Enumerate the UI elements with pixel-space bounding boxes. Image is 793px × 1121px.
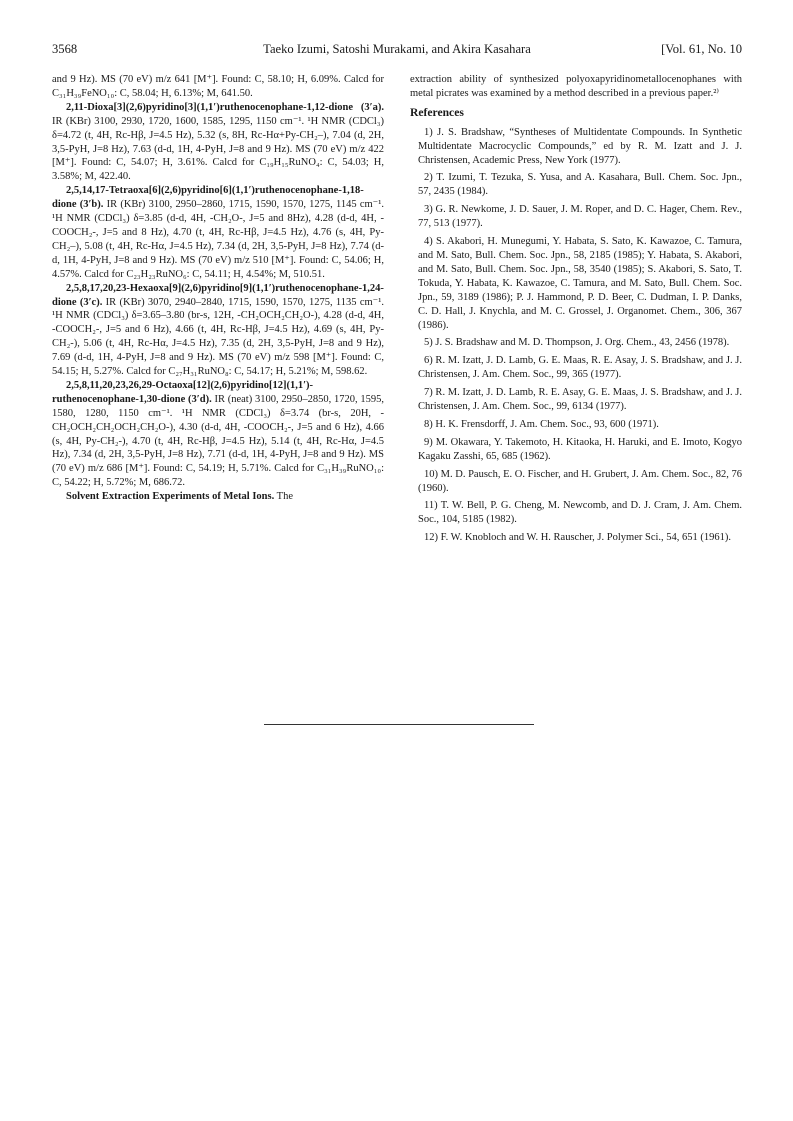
reference-item: 6) R. M. Izatt, J. D. Lamb, G. E. Maas, R. E. Asay, J. S. Bradshaw, and J. J. Christensen, J. Am. Chem. Soc., 99, 365 (1977). (418, 355, 742, 381)
reference-item: 3) G. R. Newkome, J. D. Sauer, J. M. Roper, and D. C. Hager, Chem. Rev., 77, 513 (1977). (418, 204, 742, 230)
reference-item: 2) T. Izumi, T. Tezuka, S. Yusa, and A. Kasahara, Bull. Chem. Soc. Jpn., 57, 2435 (1984). (418, 172, 742, 198)
compound-data: IR (KBr) 3070, 2940–2840, 1715, 1590, 1570, 1275, 1135 cm⁻¹. ¹H NMR (CDCl₃) δ=3.65–3.80 (br-s, 12H, -CH₂OCH₂CH₂O-), 4.28 (d-d, 4H, -COOCH₂-, J=5 and 6 Hz), 4.66 (t, 4H, Rc-Hβ, J=4.5 Hz), 4.69 (s, 4H, Py-CH₂-), 5.06 (t, 4H, Rc-Hα, J=4.5 Hz), 7.35 (d, 2H, 3,5-PyH, J=8 and 9 Hz), 7.69 (d-d, 1H, 4-PyH, J=8 and 9 Hz). MS (70 eV) m/z 598 [M⁺]. Found: C, 54.15; H, 5.27%. Calcd for C₂₇H₃₁RuNO₈: C, 54.17; H, 5.21%; M, 598.62. (52, 296, 384, 378)
reference-item: 5) J. S. Bradshaw and M. D. Thompson, J. Org. Chem., 43, 2456 (1978). (424, 337, 730, 349)
compound-data: IR (neat) 3100, 2950–2850, 1720, 1595, 1580, 1280, 1150 cm⁻¹. ¹H NMR (CDCl₃) δ=3.74 (br-s, 20H, -CH₂OCH₂CH₂OCH₂CH₂O-), 4.30 (d-d, 4H, -COOCH₂-, J=5 and 6 Hz), 4.66 (s, 4H, Py-CH₂-), 4.70 (t, 4H, Rc-Hβ, J=4.5 Hz), 5.14 (t, 4H, Rc-Hα, J=4.5 Hz), 7.34 (d, 2H, 3,5-PyH, J=8 Hz), 7.71 (d-d, 1H, 4-PyH, J=8 and 9 Hz). MS (70 eV) m/z 686 [M⁺]. Found: C, 54.19; H, 5.71%. Calcd for C₃₁H₃₉RuNO₁₀: C, 54.22; H, 5.72%; M, 686.72. (52, 393, 384, 489)
running-header (52, 42, 742, 60)
compound-title: 2,11-Dioxa[3](2,6)pyridino[3](1,1′)ruthenocenophane-1,12-dione (3′a). (66, 101, 384, 113)
compound-data: IR (KBr) 3100, 2950–2860, 1715, 1590, 1570, 1275, 1145 cm⁻¹. ¹H NMR (CDCl₃) δ=3.85 (d-d, 4H, -CH₂O-, J=5 and 8Hz), 4.28 (d-d, 4H, -COOCH₂-, J=5 and 8 Hz), 4.70 (t, 4H, Rc-Hβ, J=4.5 Hz), 4.76 (s, 4H, Py-CH₂–), 5.08 (t, 4H, Rc-Hα, J=4.5 Hz), 7.34 (d, 2H, 3,5-PyH, J=8 Hz), 7.74 (d-d, 1H, 4-PyH, J=8 and 9 Hz). MS (70 eV) m/z 510 [M⁺]. Found: C, 54.06; H, 4.57%. Calcd for C₂₃H₂₃RuNO₆: C, 54.11; H, 4.54%; M, 510.51. (52, 199, 384, 280)
compound-title: 2,5,14,17-Tetraoxa[6](2,6)pyridino[6](1,1′)ruthenocenophane-1,18-dione (3′b). (52, 185, 364, 211)
header-authors: Taeko Izumi, Satoshi Murakami, and Akira Kasahara (263, 42, 531, 56)
right-column (410, 73, 742, 545)
section-run-in-heading: Solvent Extraction Experiments of Metal Ions. (66, 491, 275, 503)
compound-title: 2,5,8,11,20,23,26,29-Octaoxa[12](2,6)pyridino[12](1,1′)-ruthenocenophane-1,30-dione (3′d). (52, 379, 314, 405)
reference-list (410, 126, 742, 545)
reference-item: 11) T. W. Bell, P. G. Cheng, M. Newcomb, and D. J. Cram, J. Am. Chem. Soc., 104, 5185 (1982). (418, 500, 742, 526)
reference-item: 7) R. M. Izatt, J. D. Lamb, R. E. Asay, G. E. Maas, J. S. Bradshaw, and J. J. Christensen, J. Am. Chem. Soc., 99, 6134 (1977). (418, 387, 742, 413)
paragraph-compound-3a (52, 101, 384, 184)
paragraph-continuation: and 9 Hz). MS (70 eV) m/z 641 [M⁺]. Found: C, 58.10; H, 6.09%. Calcd for C₃₁H₃₉FeNO₁₀: C, 58.04; H, 6.13%; M, 641.50. (52, 74, 384, 99)
references-heading: References (410, 105, 464, 119)
compound-title: 2,5,8,17,20,23-Hexaoxa[9](2,6)pyridino[9](1,1′)ruthenocenophane-1,24-dione (3′c). (52, 282, 384, 308)
paragraph-compound-3b (52, 184, 384, 281)
end-rule (264, 724, 534, 725)
paragraph-compound-3d (52, 379, 384, 490)
reference-item: 10) M. D. Pausch, E. O. Fischer, and H. Grubert, J. Am. Chem. Soc., 82, 76 (1960). (418, 468, 742, 494)
left-column (52, 73, 384, 504)
paragraph-solvent-extraction (52, 490, 384, 504)
header-volume: [Vol. 61, No. 10 (661, 42, 742, 56)
reference-item: 12) F. W. Knobloch and W. H. Rauscher, J. Polymer Sci., 54, 651 (1961). (424, 532, 732, 544)
paragraph-continuation: extraction ability of synthesized polyoxapyridinometallocenophanes with metal picrates was examined by a method described in a previous paper.²⁾ (410, 74, 742, 99)
paragraph-text: The (274, 491, 293, 503)
reference-item: 9) M. Okawara, Y. Takemoto, H. Kitaoka, H. Haruki, and E. Imoto, Kogyo Kagaku Zasshi, 65, 685 (1962). (418, 436, 742, 462)
reference-item: 4) S. Akabori, H. Munegumi, Y. Habata, S. Sato, K. Kawazoe, C. Tamura, and M. Sato, Bull. Chem. Soc. Jpn., 58, 2185 (1985); Y. Habata, S. Akabori, and M. Sato, Bull. Chem. Soc. Jpn., 58, 3540 (1985); S. Akabori, S. Sato, T. Tokuda, Y. Habata, K. Kawazoe, C. Tamura, and M. Sato, Bull. Chem. Soc. Jpn., 59, 3189 (1986); P. J. Hammond, P. D. Beer, C. Dudman, I. P. Danks, C. D. Hall, J. Knychla, and M. C. Grossel, J. Organomet. Chem., 306, 367 (1986). (418, 236, 742, 331)
compound-data: IR (KBr) 3100, 2930, 1720, 1600, 1585, 1295, 1150 cm⁻¹. ¹H NMR (CDCl₃) δ=4.72 (t, 4H, Rc-Hβ, J=4.5 Hz), 5.32 (s, 8H, Rc-Hα+Py-CH₂–), 7.04 (d, 2H, 3,5-PyH, J=8 Hz), 7.63 (d-d, 1H, 4-PyH, J=8 and 9 Hz). MS (70 eV) m/z 422 [M⁺]. Found: C, 54.07; H, 3.61%. Calcd for C₁₉H₁₅RuNO₄: C, 54.03; H, 3.58%; M, 422.40. (52, 115, 384, 183)
page-number: 3568 (52, 42, 78, 56)
paragraph-compound-3c (52, 282, 384, 379)
reference-item: 1) J. S. Bradshaw, “Syntheses of Multidentate Compounds. In Synthetic Multidentate Macrocyclic Compounds,” ed by R. M. Izatt and J. J. Christensen, Academic Press, New York (1977). (418, 126, 742, 166)
reference-item: 8) H. K. Frensdorff, J. Am. Chem. Soc., 93, 600 (1971). (424, 418, 659, 430)
